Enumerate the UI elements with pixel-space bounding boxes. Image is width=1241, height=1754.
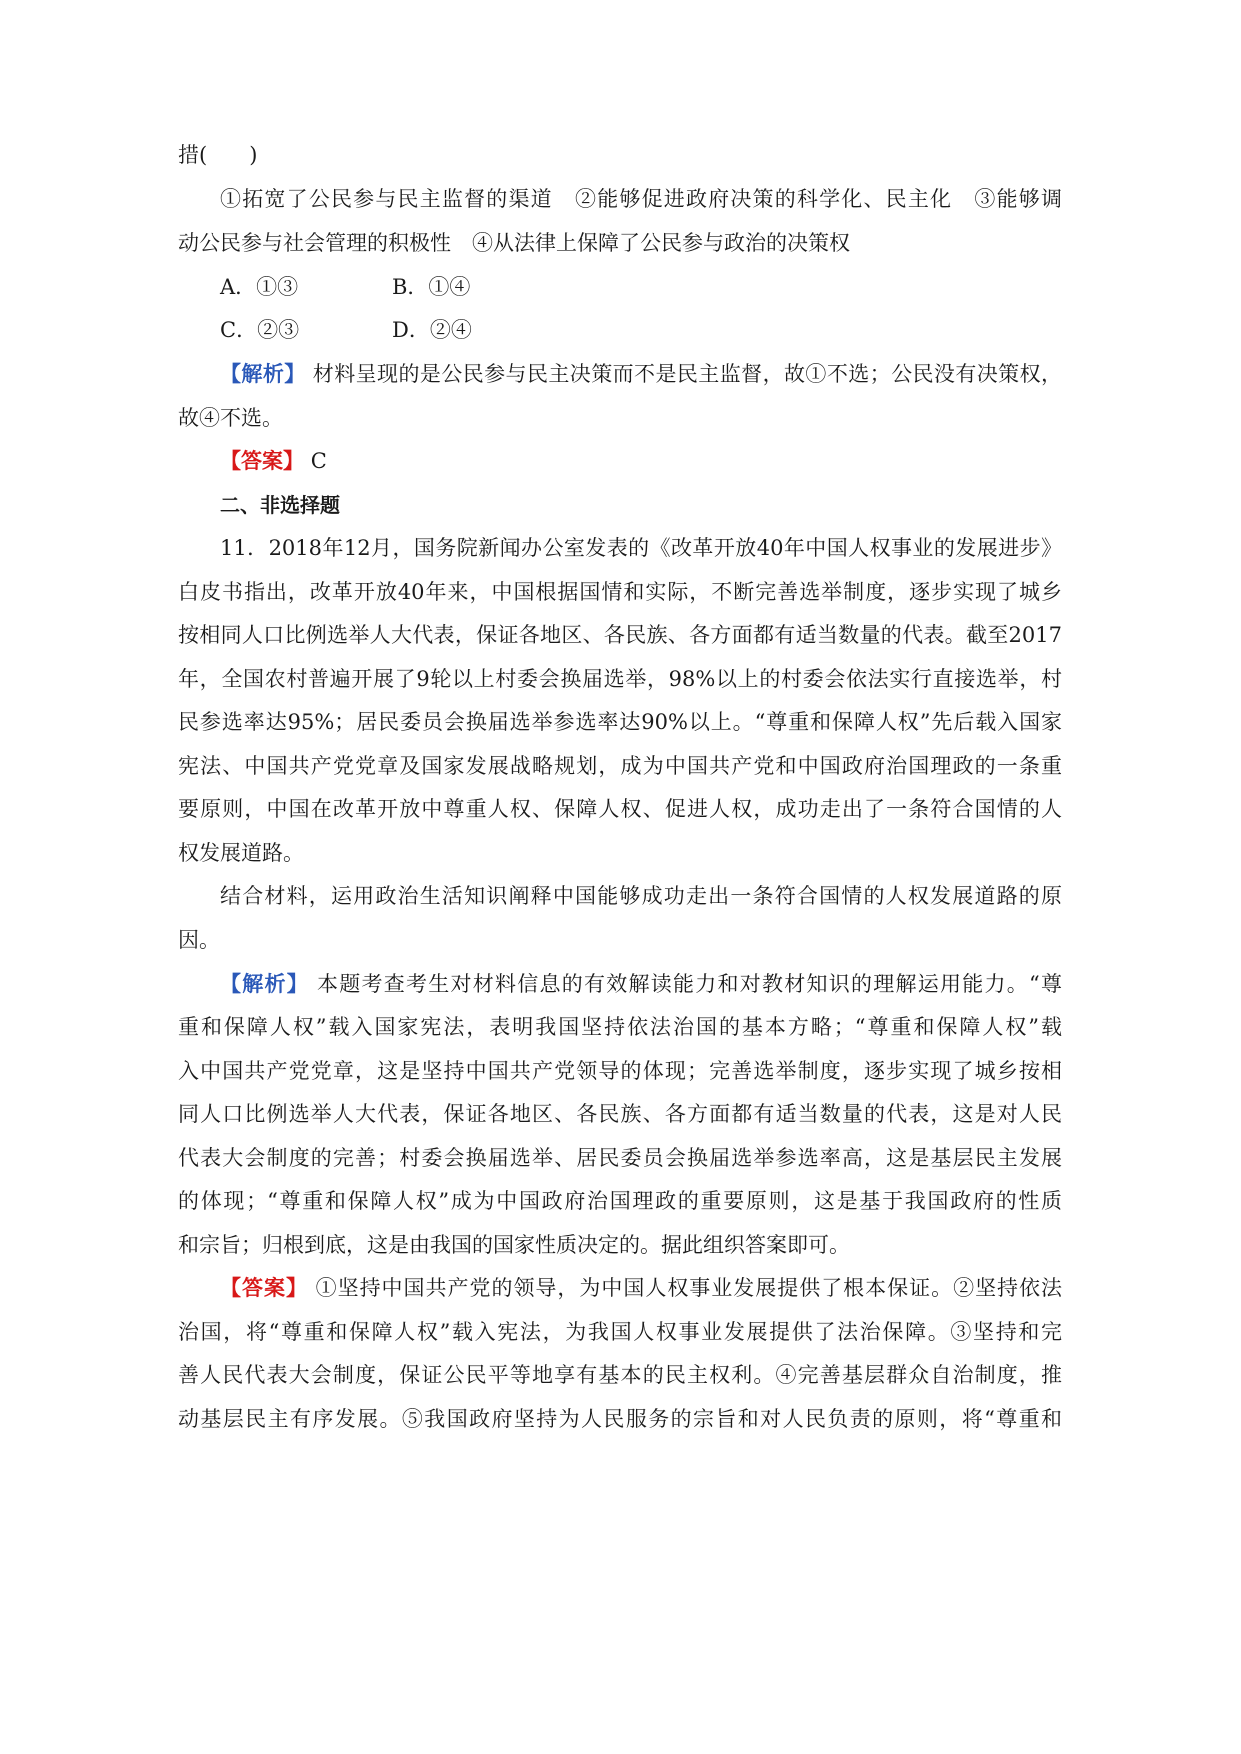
section-heading: 二、非选择题	[220, 493, 340, 517]
q11-analysis-line: 入中国共产党党章，这是坚持中国共产党领导的体现；完善选举制度，逐步实现了城乡按相	[178, 1059, 1062, 1083]
q11-material-line: 宪法、中国共产党党章及国家发展战略规划，成为中国共产党和中国政府治国理政的一条重	[178, 754, 1062, 778]
option-b: B．①④	[392, 275, 471, 299]
q11-material-line: 白皮书指出，改革开放40年来，中国根据国情和实际，不断完善选举制度，逐步实现了城乡	[178, 580, 1062, 604]
q11-analysis-line-1	[220, 969, 1062, 999]
answer-text: ①坚持中国共产党的领导，为中国人权事业发展提供了根本保证。②坚持依法	[315, 1276, 1063, 1300]
q11-answer-line: 善人民代表大会制度，保证公民平等地享有基本的民主权利。④完善基层群众自治制度，推	[178, 1363, 1062, 1387]
q11-material-line: 权发展道路。	[178, 841, 304, 865]
q11-analysis-line: 的体现；“尊重和保障人权”成为中国政府治国理政的重要原则，这是基于我国政府的性质	[178, 1189, 1062, 1213]
option-a: A．①③	[220, 275, 299, 299]
q11-analysis-line: 同人口比例选举人大代表，保证各地区、各民族、各方面都有适当数量的代表，这是对人民	[178, 1102, 1062, 1126]
analysis-text: 本题考查考生对材料信息的有效解读能力和对教材知识的理解运用能力。“尊	[316, 972, 1063, 996]
q11-question-line: 结合材料，运用政治生活知识阐释中国能够成功走出一条符合国情的人权发展道路的原	[220, 884, 1062, 908]
answer-value: C	[310, 449, 327, 473]
q11-material-line: 按相同人口比例选举人大代表，保证各地区、各民族、各方面都有适当数量的代表。截至2017	[178, 623, 1062, 647]
answer-tag: 【答案】	[220, 1275, 308, 1300]
q11-analysis-line: 和宗旨；归根到底，这是由我国的国家性质决定的。据此组织答案即可。	[178, 1233, 850, 1257]
q10-stem-end: 措( )	[178, 143, 258, 167]
q10-answer	[220, 446, 1241, 476]
q11-material-line: 年，全国农村普遍开展了9轮以上村委会换届选举，98%以上的村委会依法实行直接选举，村	[178, 667, 1062, 691]
analysis-tag: 【解析】	[220, 971, 310, 996]
q11-question-line: 因。	[178, 928, 220, 952]
q10-analysis-line-2: 故④不选。	[178, 406, 283, 430]
analysis-text: 材料呈现的是公民参与民主决策而不是民主监督，故①不选；公民没有决策权，	[312, 362, 1062, 386]
q11-material-line: 要原则，中国在改革开放中尊重人权、保障人权、促进人权，成功走出了一条符合国情的人	[178, 797, 1062, 821]
q11-material-line: 民参选率达95%；居民委员会换届选举参选率达90%以上。“尊重和保障人权”先后载入国家	[178, 710, 1062, 734]
answer-tag: 【答案】	[220, 448, 304, 473]
q11-answer-line: 治国，将“尊重和保障人权”载入宪法，为我国人权事业发展提供了法治保障。③坚持和完	[178, 1320, 1062, 1344]
option-d: D．②④	[392, 318, 472, 342]
q11-answer-line-1	[220, 1273, 1062, 1303]
q10-analysis-line-1	[220, 359, 1062, 389]
q10-statements-line-2: 动公民参与社会管理的积极性 ④从法律上保障了公民参与政治的决策权	[178, 231, 850, 255]
q11-answer-line: 动基层民主有序发展。⑤我国政府坚持为人民服务的宗旨和对人民负责的原则，将“尊重和	[178, 1407, 1062, 1431]
option-c: C．②③	[220, 318, 300, 342]
q11-material-line: 11．2018年12月，国务院新闻办公室发表的《改革开放40年中国人权事业的发展进步》	[220, 536, 1062, 560]
q11-analysis-line: 代表大会制度的完善；村委会换届选举、居民委员会换届选举参选率高，这是基层民主发展	[178, 1146, 1062, 1170]
q10-statements-line-1: ①拓宽了公民参与民主监督的渠道 ②能够促进政府决策的科学化、民主化 ③能够调	[220, 187, 1062, 211]
analysis-tag: 【解析】	[220, 361, 306, 386]
q11-analysis-line: 重和保障人权”载入国家宪法，表明我国坚持依法治国的基本方略；“尊重和保障人权”载	[178, 1015, 1062, 1039]
